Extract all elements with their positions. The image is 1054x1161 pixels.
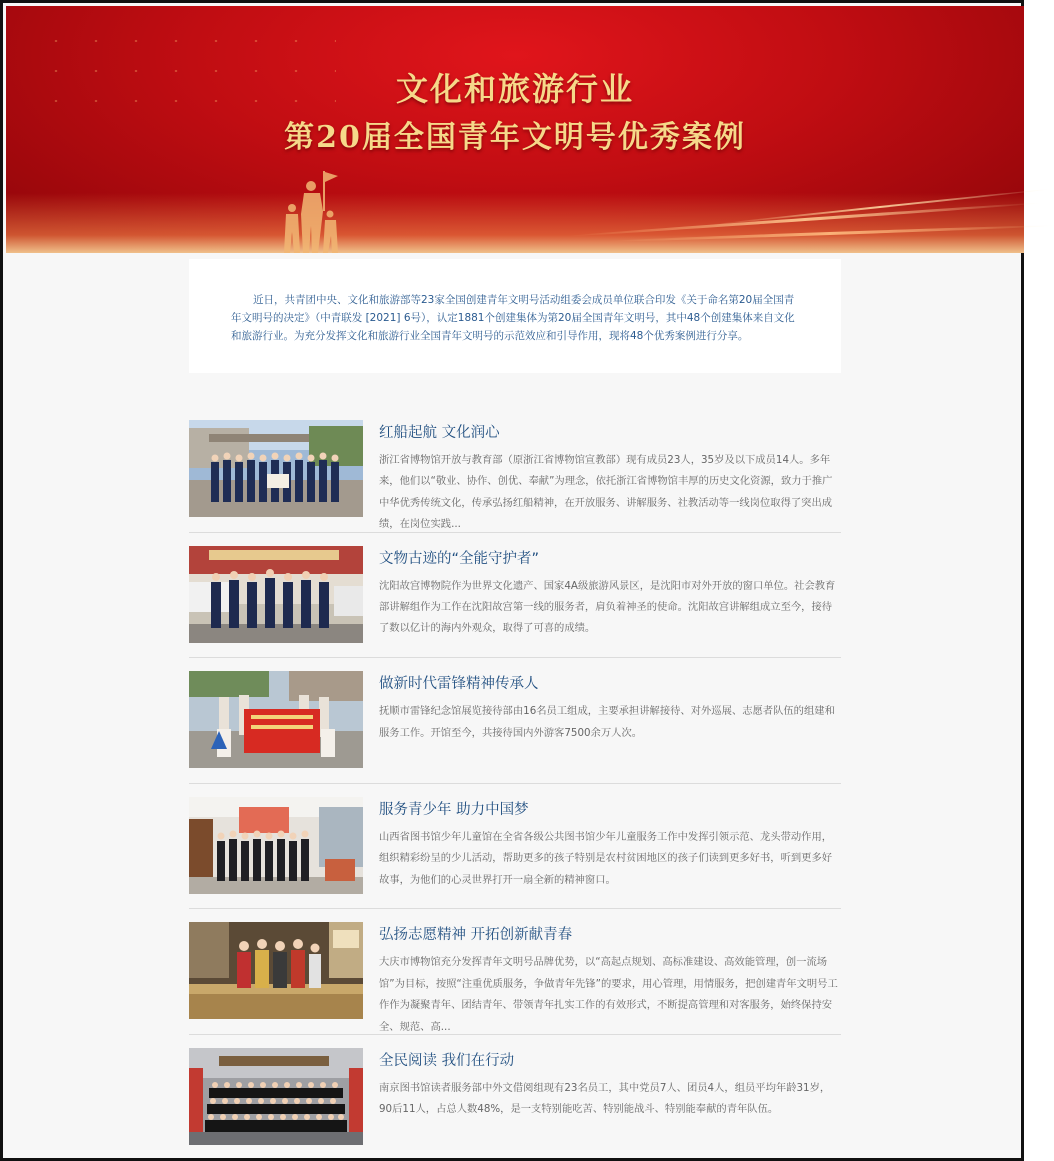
intro-text: 近日，共青团中央、文化和旅游部等23家全国创建青年文明号活动组委会成员单位联合印发《关于命名第20届全国青年文明号的决定》（中青联发 [2021] 6号），认定1881个创建集体为第20届全国青年文明号，其中48个创建集体来自文化和旅游行业。为充分发挥文化和旅游行业全国青年文明号的示范效应和引导作用，现将48个优秀案例进行分享。 — [189, 259, 841, 373]
list-item[interactable] — [189, 909, 841, 1035]
article-summary: 浙江省博物馆开放与教育部（原浙江省博物馆宣教部）现有成员23人，35岁及以下成员14人。多年来，他们以“敬业、协作、创优、奉献”为理念，依托浙江省博物馆丰厚的历史文化资源，致力于推广中华优秀传统文化，传承弘扬红船精神，在开放服务、讲解服务、社教活动等一线岗位取得了突出成绩，在岗位实践... — [379, 454, 833, 531]
list-item[interactable] — [189, 533, 841, 659]
article-thumbnail[interactable] — [189, 420, 363, 517]
list-item[interactable] — [189, 1035, 841, 1161]
article-thumbnail[interactable] — [189, 797, 363, 894]
list-item[interactable] — [189, 407, 841, 533]
article-summary: 南京图书馆读者服务部中外文借阅组现有23名员工，其中党员7人、团员4人，组员平均年龄31岁，90后11人，占总人数48%，是一支特别能吃苦、特别能战斗、特别能奉献的青年队伍。 — [379, 1081, 831, 1116]
article-title[interactable]: 红船起航 文化润心 — [379, 425, 500, 441]
article-title[interactable]: 弘扬志愿精神 开拓创新献青春 — [379, 927, 573, 944]
article-title[interactable]: 全民阅读 我们在行动 — [379, 1052, 515, 1069]
article-thumbnail[interactable] — [189, 671, 363, 768]
article-title[interactable]: 文物古迹的“全能守护者” — [379, 550, 540, 567]
article-list — [189, 407, 841, 1161]
article-summary: 沈阳故宫博物院作为世界文化遗产、国家4A级旅游风景区，是沈阳市对外开放的窗口单位。社会教育部讲解组作为工作在沈阳故宫第一线的服务者，肩负着神圣的使命。沈阳故宫讲解组成立至今，接待了数以亿计的海内外观众，取得了可喜的成绩。 — [379, 579, 836, 635]
article-title[interactable]: 服务青少年 助力中国梦 — [379, 801, 529, 818]
article-thumbnail[interactable] — [189, 546, 363, 643]
banner-title-line2: 第20届全国青年文明号优秀案例 — [284, 120, 746, 155]
header-banner — [6, 6, 1024, 253]
youth-statue-icon — [276, 166, 346, 253]
article-summary: 大庆市博物馆充分发挥青年文明号品牌优势，以“高起点规划、高标准建设、高效能管理，创一流场馆”为目标，按照“注重优质服务，争做青年先锋”的要求，用心管理，用情服务，把创建青年文明号工作作为凝聚青年、团结青年、带领青年扎实工作的有效形式，不断提高管理和对客服务，始终保持安全、规范、高... — [379, 956, 838, 1033]
list-item[interactable] — [189, 784, 841, 910]
banner-title-line1: 文化和旅游行业 — [395, 70, 634, 108]
article-thumbnail[interactable] — [189, 922, 363, 1019]
list-item[interactable] — [189, 658, 841, 784]
article-title[interactable]: 做新时代雷锋精神传承人 — [379, 676, 539, 693]
article-thumbnail[interactable] — [189, 1048, 363, 1145]
article-summary: 山西省图书馆少年儿童馆在全省各级公共图书馆少年儿童服务工作中发挥引领示范、龙头带动作用，组织精彩纷呈的少儿活动，帮助更多的孩子特别是农村贫困地区的孩子们读到更多好书，听到更多好故事，为他们的心灵世界打开一扇全新的精神窗口。 — [379, 830, 833, 886]
article-summary: 抚顺市雷锋纪念馆展览接待部由16名员工组成，主要承担讲解接待、对外巡展、志愿者队伍的组建和服务工作。开馆至今，共接待国内外游客7500余万人次。 — [379, 705, 835, 739]
